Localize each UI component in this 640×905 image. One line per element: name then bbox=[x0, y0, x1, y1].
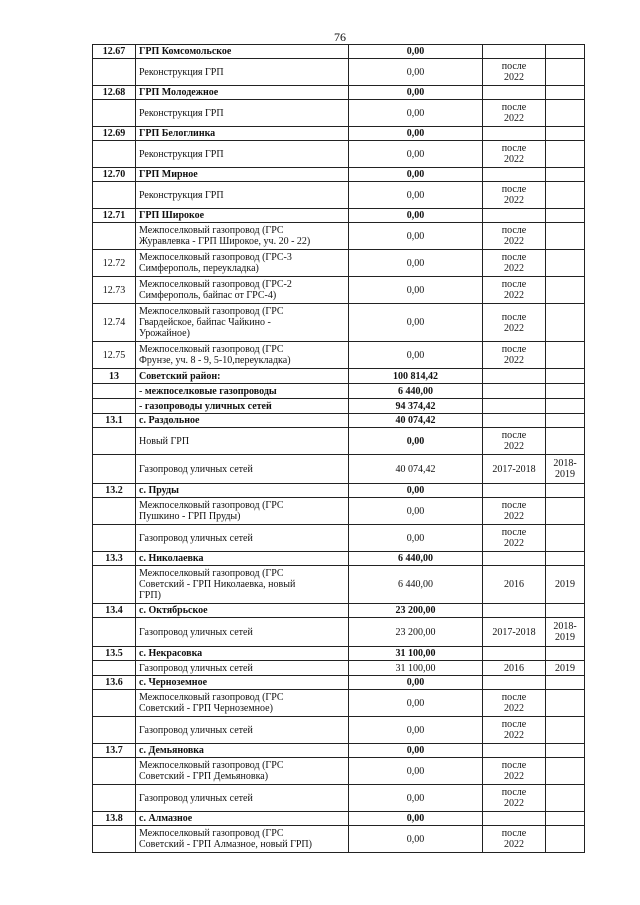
row-sum-cell: 0,00 bbox=[349, 277, 483, 304]
row-number-cell bbox=[93, 826, 136, 853]
row-end-cell bbox=[546, 484, 585, 498]
row-number-cell bbox=[93, 428, 136, 455]
row-end-cell bbox=[546, 342, 585, 369]
row-number-cell: 12.67 bbox=[93, 45, 136, 59]
row-sum-cell: 40 074,42 bbox=[349, 414, 483, 428]
row-start-cell: после 2022 bbox=[483, 785, 546, 812]
row-sum-cell: 0,00 bbox=[349, 498, 483, 525]
row-number-cell: 12.69 bbox=[93, 127, 136, 141]
row-start-cell bbox=[483, 45, 546, 59]
row-start-cell: после 2022 bbox=[483, 100, 546, 127]
row-start-cell: после 2022 bbox=[483, 250, 546, 277]
row-end-cell bbox=[546, 250, 585, 277]
row-number-cell bbox=[93, 384, 136, 399]
table-row bbox=[93, 141, 585, 168]
table-row bbox=[93, 618, 585, 647]
table-row bbox=[93, 785, 585, 812]
row-sum-cell: 0,00 bbox=[349, 182, 483, 209]
row-number-cell: 12.73 bbox=[93, 277, 136, 304]
table-row bbox=[93, 399, 585, 414]
row-sum-cell: 94 374,42 bbox=[349, 399, 483, 414]
row-sum-cell: 31 100,00 bbox=[349, 647, 483, 661]
row-name-cell: ГРП Белоглинка bbox=[136, 127, 349, 141]
row-number-cell bbox=[93, 525, 136, 552]
table-row bbox=[93, 209, 585, 223]
row-sum-cell: 0,00 bbox=[349, 168, 483, 182]
row-start-cell: 2016 bbox=[483, 661, 546, 676]
row-number-cell bbox=[93, 785, 136, 812]
row-name-cell: Реконструкция ГРП bbox=[136, 182, 349, 209]
row-sum-cell: 6 440,00 bbox=[349, 384, 483, 399]
row-sum-cell: 0,00 bbox=[349, 812, 483, 826]
row-name-cell: Межпоселковый газопровод (ГРС Гвардейское, байпас Чайкино - Урожайное) bbox=[136, 304, 349, 342]
row-start-cell bbox=[483, 604, 546, 618]
row-number-cell bbox=[93, 59, 136, 86]
row-end-cell bbox=[546, 604, 585, 618]
row-sum-cell: 0,00 bbox=[349, 223, 483, 250]
row-start-cell bbox=[483, 127, 546, 141]
row-start-cell bbox=[483, 86, 546, 100]
row-sum-cell: 0,00 bbox=[349, 59, 483, 86]
table-row bbox=[93, 342, 585, 369]
table-row bbox=[93, 812, 585, 826]
row-end-cell bbox=[546, 100, 585, 127]
row-number-cell: 12.68 bbox=[93, 86, 136, 100]
row-start-cell: после 2022 bbox=[483, 141, 546, 168]
row-number-cell: 13.3 bbox=[93, 552, 136, 566]
row-sum-cell: 40 074,42 bbox=[349, 455, 483, 484]
table-row bbox=[93, 100, 585, 127]
row-start-cell bbox=[483, 369, 546, 384]
row-name-cell: Газопровод уличных сетей bbox=[136, 717, 349, 744]
row-start-cell: после 2022 bbox=[483, 758, 546, 785]
table-row bbox=[93, 59, 585, 86]
row-end-cell bbox=[546, 744, 585, 758]
table-row bbox=[93, 455, 585, 484]
row-number-cell: 12.70 bbox=[93, 168, 136, 182]
row-sum-cell: 23 200,00 bbox=[349, 604, 483, 618]
row-name-cell: Газопровод уличных сетей bbox=[136, 618, 349, 647]
row-end-cell bbox=[546, 525, 585, 552]
table-row bbox=[93, 182, 585, 209]
row-sum-cell: 0,00 bbox=[349, 45, 483, 59]
table-row bbox=[93, 647, 585, 661]
row-end-cell bbox=[546, 223, 585, 250]
row-number-cell bbox=[93, 182, 136, 209]
table-row bbox=[93, 484, 585, 498]
row-sum-cell: 0,00 bbox=[349, 484, 483, 498]
row-sum-cell: 0,00 bbox=[349, 717, 483, 744]
page-number: 76 bbox=[334, 30, 346, 44]
row-sum-cell: 0,00 bbox=[349, 250, 483, 277]
row-name-cell: ГРП Молодежное bbox=[136, 86, 349, 100]
row-start-cell: после 2022 bbox=[483, 277, 546, 304]
row-name-cell: с. Николаевка bbox=[136, 552, 349, 566]
row-start-cell: после 2022 bbox=[483, 428, 546, 455]
row-start-cell: после 2022 bbox=[483, 304, 546, 342]
row-number-cell bbox=[93, 399, 136, 414]
row-name-cell: с. Некрасовка bbox=[136, 647, 349, 661]
row-name-cell: Межпоселковый газопровод (ГРС Пушкино - ГРП Пруды) bbox=[136, 498, 349, 525]
row-name-cell: с. Пруды bbox=[136, 484, 349, 498]
row-end-cell bbox=[546, 826, 585, 853]
row-number-cell: 13 bbox=[93, 369, 136, 384]
table-row bbox=[93, 304, 585, 342]
row-end-cell bbox=[546, 209, 585, 223]
row-number-cell: 12.74 bbox=[93, 304, 136, 342]
table-row bbox=[93, 223, 585, 250]
row-number-cell: 13.2 bbox=[93, 484, 136, 498]
row-start-cell: после 2022 bbox=[483, 59, 546, 86]
row-start-cell: после 2022 bbox=[483, 690, 546, 717]
row-start-cell: после 2022 bbox=[483, 498, 546, 525]
row-number-cell bbox=[93, 455, 136, 484]
row-name-cell: Межпоселковый газопровод (ГРС Советский - ГРП Черноземное) bbox=[136, 690, 349, 717]
table-row bbox=[93, 744, 585, 758]
table-body bbox=[93, 45, 585, 853]
row-sum-cell: 0,00 bbox=[349, 141, 483, 168]
row-start-cell bbox=[483, 812, 546, 826]
row-name-cell: ГРП Широкое bbox=[136, 209, 349, 223]
row-start-cell bbox=[483, 209, 546, 223]
row-name-cell: ГРП Комсомольское bbox=[136, 45, 349, 59]
row-start-cell bbox=[483, 676, 546, 690]
row-number-cell bbox=[93, 618, 136, 647]
table-row bbox=[93, 661, 585, 676]
row-name-cell: Новый ГРП bbox=[136, 428, 349, 455]
row-start-cell bbox=[483, 414, 546, 428]
row-sum-cell: 0,00 bbox=[349, 525, 483, 552]
row-number-cell: 13.1 bbox=[93, 414, 136, 428]
row-sum-cell: 100 814,42 bbox=[349, 369, 483, 384]
table-row bbox=[93, 250, 585, 277]
row-end-cell bbox=[546, 141, 585, 168]
row-sum-cell: 0,00 bbox=[349, 758, 483, 785]
row-start-cell: после 2022 bbox=[483, 826, 546, 853]
row-end-cell bbox=[546, 785, 585, 812]
row-number-cell: 13.6 bbox=[93, 676, 136, 690]
row-name-cell: Межпоселковый газопровод (ГРС-2 Симферополь, байпас от ГРС-4) bbox=[136, 277, 349, 304]
row-end-cell bbox=[546, 168, 585, 182]
row-start-cell bbox=[483, 552, 546, 566]
row-number-cell bbox=[93, 498, 136, 525]
row-end-cell bbox=[546, 717, 585, 744]
row-sum-cell: 6 440,00 bbox=[349, 552, 483, 566]
row-end-cell bbox=[546, 552, 585, 566]
row-number-cell: 13.8 bbox=[93, 812, 136, 826]
table-row bbox=[93, 428, 585, 455]
row-start-cell bbox=[483, 647, 546, 661]
row-end-cell: 2019 bbox=[546, 661, 585, 676]
row-number-cell: 12.75 bbox=[93, 342, 136, 369]
row-name-cell: Межпоселковый газопровод (ГРС Советский - ГРП Алмазное, новый ГРП) bbox=[136, 826, 349, 853]
row-name-cell: Газопровод уличных сетей bbox=[136, 525, 349, 552]
row-start-cell: 2016 bbox=[483, 566, 546, 604]
row-sum-cell: 0,00 bbox=[349, 304, 483, 342]
row-sum-cell: 0,00 bbox=[349, 676, 483, 690]
row-start-cell: после 2022 bbox=[483, 342, 546, 369]
row-number-cell bbox=[93, 661, 136, 676]
row-name-cell: - газопроводы уличных сетей bbox=[136, 399, 349, 414]
table-row bbox=[93, 127, 585, 141]
row-end-cell bbox=[546, 277, 585, 304]
row-name-cell: Газопровод уличных сетей bbox=[136, 785, 349, 812]
row-name-cell: с. Октябрьское bbox=[136, 604, 349, 618]
table-row bbox=[93, 168, 585, 182]
row-name-cell: Советский район: bbox=[136, 369, 349, 384]
row-end-cell bbox=[546, 127, 585, 141]
row-sum-cell: 0,00 bbox=[349, 785, 483, 812]
row-name-cell: с. Раздольное bbox=[136, 414, 349, 428]
row-end-cell bbox=[546, 86, 585, 100]
row-number-cell bbox=[93, 223, 136, 250]
row-end-cell bbox=[546, 758, 585, 785]
row-sum-cell: 0,00 bbox=[349, 127, 483, 141]
row-name-cell: Межпоселковый газопровод (ГРС Журавлевка - ГРП Широкое, уч. 20 - 22) bbox=[136, 223, 349, 250]
row-start-cell bbox=[483, 484, 546, 498]
row-start-cell: после 2022 bbox=[483, 525, 546, 552]
row-name-cell: Межпоселковый газопровод (ГРС Советский - ГРП Николаевка, новый ГРП) bbox=[136, 566, 349, 604]
row-name-cell: Газопровод уличных сетей bbox=[136, 661, 349, 676]
row-name-cell: Межпоселковый газопровод (ГРС Советский - ГРП Демьяновка) bbox=[136, 758, 349, 785]
row-start-cell: после 2022 bbox=[483, 717, 546, 744]
row-start-cell: после 2022 bbox=[483, 182, 546, 209]
row-end-cell bbox=[546, 399, 585, 414]
row-number-cell bbox=[93, 141, 136, 168]
table-row bbox=[93, 414, 585, 428]
table-row bbox=[93, 277, 585, 304]
row-sum-cell: 6 440,00 bbox=[349, 566, 483, 604]
row-sum-cell: 0,00 bbox=[349, 342, 483, 369]
row-start-cell: 2017-2018 bbox=[483, 455, 546, 484]
row-end-cell bbox=[546, 690, 585, 717]
row-end-cell bbox=[546, 498, 585, 525]
table-row bbox=[93, 717, 585, 744]
table-row bbox=[93, 384, 585, 399]
row-name-cell: Межпоселковый газопровод (ГРС Фрунзе, уч. 8 - 9, 5-10,переукладка) bbox=[136, 342, 349, 369]
row-sum-cell: 0,00 bbox=[349, 690, 483, 717]
row-number-cell bbox=[93, 717, 136, 744]
table-row bbox=[93, 676, 585, 690]
row-end-cell bbox=[546, 428, 585, 455]
row-start-cell bbox=[483, 744, 546, 758]
row-number-cell: 13.7 bbox=[93, 744, 136, 758]
row-name-cell: ГРП Мирное bbox=[136, 168, 349, 182]
gas-pipeline-table bbox=[92, 44, 585, 853]
table-row bbox=[93, 369, 585, 384]
row-sum-cell: 0,00 bbox=[349, 209, 483, 223]
row-name-cell: Реконструкция ГРП bbox=[136, 100, 349, 127]
row-end-cell: 2018- 2019 bbox=[546, 618, 585, 647]
row-end-cell bbox=[546, 414, 585, 428]
table-row bbox=[93, 552, 585, 566]
row-sum-cell: 23 200,00 bbox=[349, 618, 483, 647]
row-sum-cell: 0,00 bbox=[349, 428, 483, 455]
table-row bbox=[93, 690, 585, 717]
row-number-cell bbox=[93, 758, 136, 785]
row-end-cell bbox=[546, 45, 585, 59]
row-end-cell bbox=[546, 647, 585, 661]
row-start-cell: после 2022 bbox=[483, 223, 546, 250]
row-end-cell bbox=[546, 182, 585, 209]
row-number-cell bbox=[93, 566, 136, 604]
row-end-cell bbox=[546, 384, 585, 399]
table-row bbox=[93, 566, 585, 604]
row-start-cell bbox=[483, 399, 546, 414]
row-name-cell: с. Алмазное bbox=[136, 812, 349, 826]
row-number-cell: 12.71 bbox=[93, 209, 136, 223]
table-row bbox=[93, 604, 585, 618]
row-sum-cell: 0,00 bbox=[349, 826, 483, 853]
row-number-cell: 12.72 bbox=[93, 250, 136, 277]
row-name-cell: с. Черноземное bbox=[136, 676, 349, 690]
row-name-cell: с. Демьяновка bbox=[136, 744, 349, 758]
row-end-cell bbox=[546, 369, 585, 384]
row-end-cell: 2019 bbox=[546, 566, 585, 604]
table-row bbox=[93, 826, 585, 853]
row-end-cell: 2018- 2019 bbox=[546, 455, 585, 484]
row-sum-cell: 31 100,00 bbox=[349, 661, 483, 676]
row-sum-cell: 0,00 bbox=[349, 744, 483, 758]
row-end-cell bbox=[546, 304, 585, 342]
row-name-cell: Реконструкция ГРП bbox=[136, 141, 349, 168]
table-row bbox=[93, 525, 585, 552]
row-start-cell: 2017-2018 bbox=[483, 618, 546, 647]
table-row bbox=[93, 498, 585, 525]
table-row bbox=[93, 86, 585, 100]
table-row bbox=[93, 758, 585, 785]
row-start-cell bbox=[483, 384, 546, 399]
row-start-cell bbox=[483, 168, 546, 182]
row-end-cell bbox=[546, 59, 585, 86]
row-number-cell bbox=[93, 100, 136, 127]
row-name-cell: Межпоселковый газопровод (ГРС-3 Симферополь, переукладка) bbox=[136, 250, 349, 277]
row-name-cell: Реконструкция ГРП bbox=[136, 59, 349, 86]
row-end-cell bbox=[546, 676, 585, 690]
row-name-cell: - межпоселковые газопроводы bbox=[136, 384, 349, 399]
row-number-cell: 13.5 bbox=[93, 647, 136, 661]
row-sum-cell: 0,00 bbox=[349, 100, 483, 127]
row-number-cell bbox=[93, 690, 136, 717]
row-name-cell: Газопровод уличных сетей bbox=[136, 455, 349, 484]
row-sum-cell: 0,00 bbox=[349, 86, 483, 100]
table-row bbox=[93, 45, 585, 59]
row-end-cell bbox=[546, 812, 585, 826]
row-number-cell: 13.4 bbox=[93, 604, 136, 618]
